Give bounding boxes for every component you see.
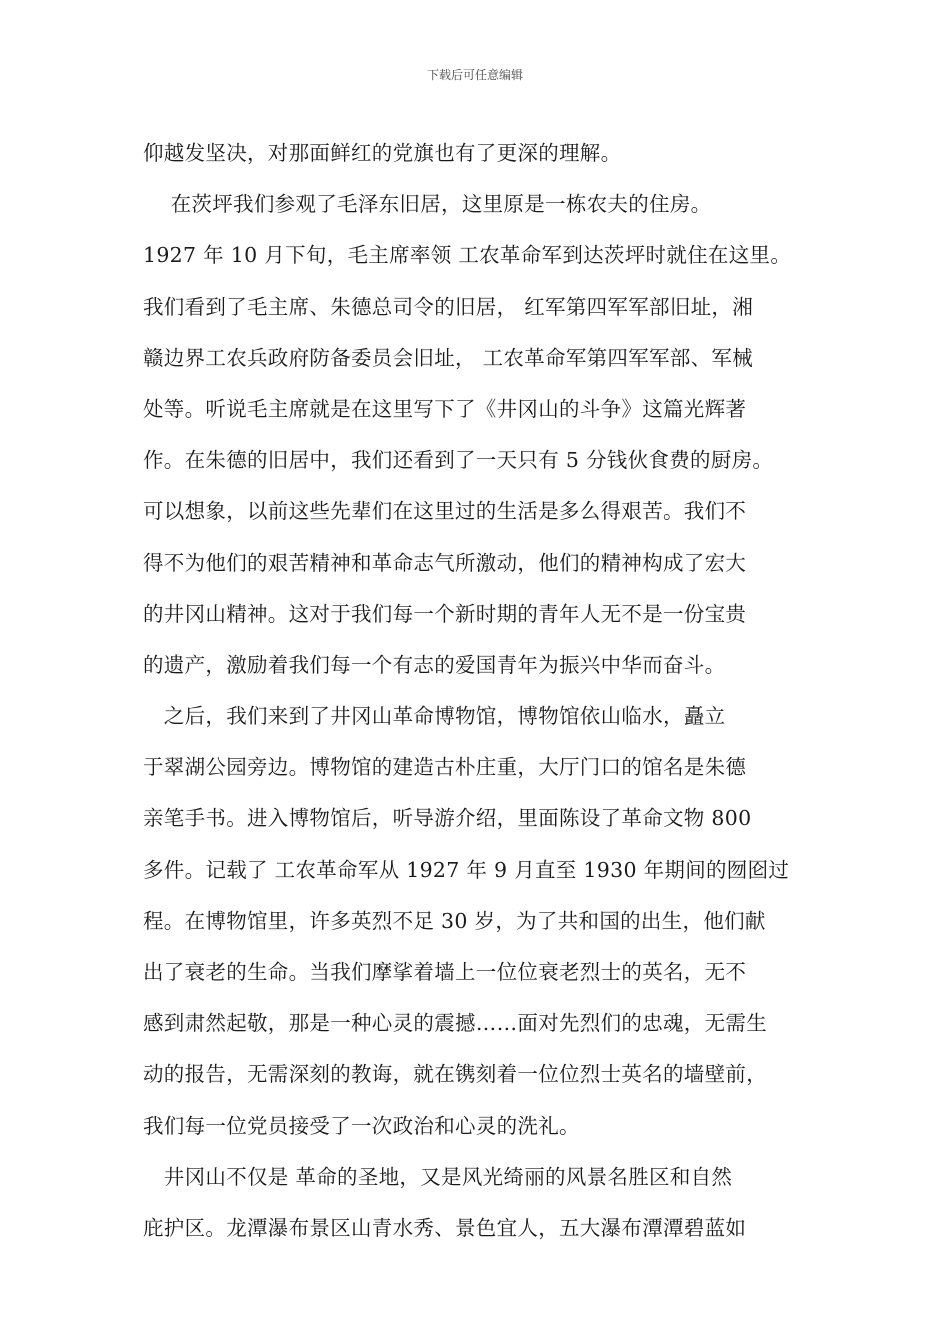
text-line: 亲笔手书。进入博物馆后，听导游介绍，里面陈设了革命文物 800 xyxy=(143,806,752,831)
document-body xyxy=(143,128,813,1254)
text-line: 在茨坪我们参观了毛泽东旧居，这里原是一栋农夫的住房。 xyxy=(143,192,712,217)
text-line: 感到肃然起敬，那是一种心灵的震撼……面对先烈们的忠魂，无需生 xyxy=(143,1011,767,1036)
text-line: 的遗产，激励着我们每一个有志的爱国青年为振兴中华而奋斗。 xyxy=(143,652,726,677)
text-line: 多件。记载了 工农革命军从 1927 年 9 月直至 1930 年期间的囫囵过 xyxy=(143,857,790,882)
text-line: 出了衰老的生命。当我们摩挲着墙上一位位衰老烈士的英名，无不 xyxy=(143,960,747,984)
text-line: 得不为他们的艰苦精神和革命志气所激动，他们的精神构成了宏大 xyxy=(143,550,747,575)
text-line: 作。在朱德的旧居中，我们还看到了一天只有 5 分钱伙食费的厨房。 xyxy=(143,448,774,473)
text-line: 程。在博物馆里，许多英烈不足 30 岁，为了共和国的出生，他们献 xyxy=(143,908,766,933)
text-line: 于翠湖公园旁边。博物馆的建造古朴庄重，大厅门口的馆名是朱德 xyxy=(143,755,747,780)
text-line: 处等。听说毛主席就是在这里写下了《井冈山的斗争》这篇光辉著 xyxy=(143,396,747,421)
text-line: 赣边界工农兵政府防备委员会旧址， 工农革命军第四军军部、军械 xyxy=(143,345,754,370)
page-header: 下载后可任意编辑 xyxy=(426,68,523,82)
text-line: 1927 年 10 月下旬，毛主席率领 工农革命军到达茨坪时就住在这里。 xyxy=(143,243,792,268)
text-line: 动的报告，无需深刻的教诲，就在镌刻着一位位烈士英名的墙壁前， xyxy=(143,1062,767,1087)
text-line: 我们看到了毛主席、朱德总司令的旧居， 红军第四军军部旧址，湘 xyxy=(143,294,754,319)
text-line: 我们每一位党员接受了一次政治和心灵的洗礼。 xyxy=(143,1113,580,1138)
text-line: 之后，我们来到了井冈山革命博物馆，博物馆依山临水，矗立 xyxy=(143,704,726,729)
text-line: 庇护区。龙潭瀑布景区山青水秀、景色宜人，五大瀑布潭潭碧蓝如 xyxy=(143,1215,747,1240)
text-line: 可以想象，以前这些先辈们在这里过的生活是多么得艰苦。我们不 xyxy=(143,499,747,524)
text-line: 的井冈山精神。这对于我们每一个新时期的青年人无不是一份宝贵 xyxy=(143,601,747,626)
text-line: 井冈山不仅是 革命的圣地，又是风光绮丽的风景名胜区和自然 xyxy=(143,1164,733,1189)
text-line: 仰越发坚决，对那面鲜红的党旗也有了更深的理解。 xyxy=(143,141,622,165)
